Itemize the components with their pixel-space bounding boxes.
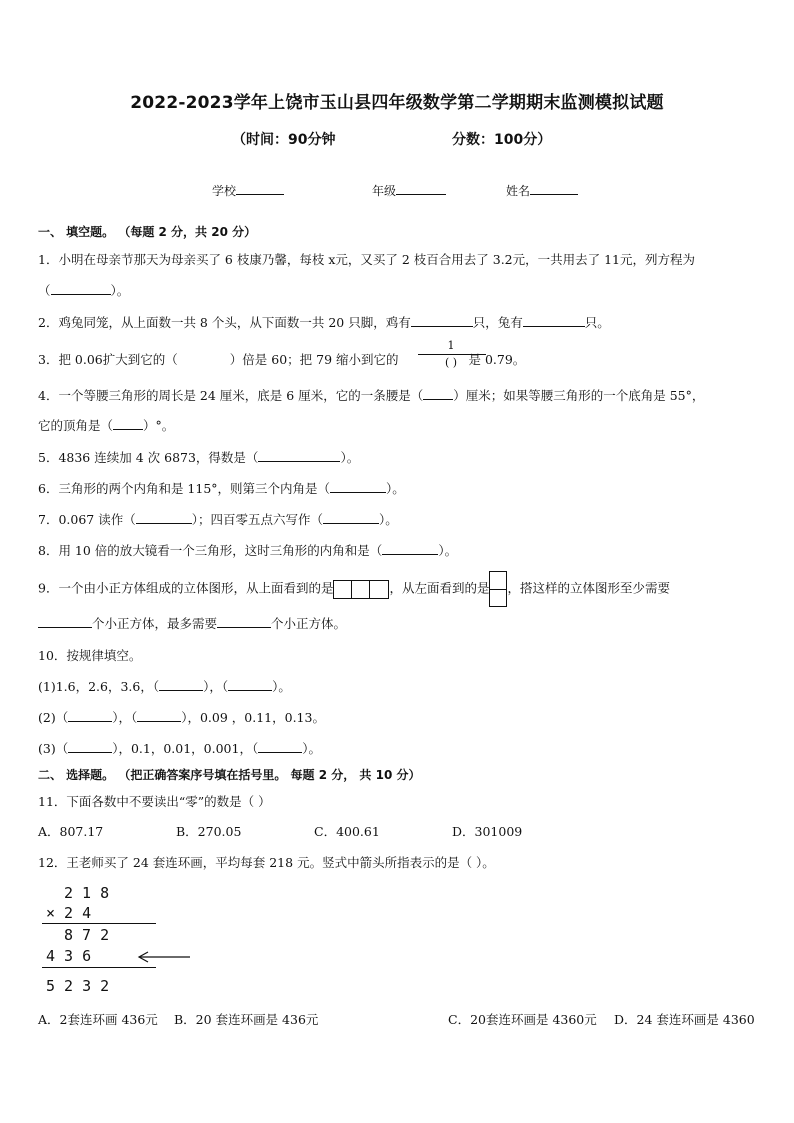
q11-option-d[interactable]: D．301009 bbox=[452, 824, 523, 839]
exam-time: （时间：90分钟 bbox=[232, 132, 336, 148]
name-label: 姓名 bbox=[506, 184, 531, 198]
question-3: 3．把 0.06扩大到它的（ ）倍是 60；把 79 缩小到它的 是 0.79。 bbox=[38, 352, 526, 367]
answer-blank[interactable] bbox=[258, 449, 340, 462]
section2-heading: 二、 选择题。 （把正确答案序号填在括号里。 每题 2 分， 共 10 分） bbox=[38, 768, 421, 782]
name-field bbox=[506, 182, 578, 199]
question-10-part2: (2)（ ），（ ），0.09 ，0.11，0.13。 bbox=[38, 710, 325, 725]
top-view-diagram bbox=[333, 580, 389, 599]
question-2: 2．鸡兔同笼，从上面数一共 8 个头，从下面数一共 20 只脚，鸡有 只，兔有 只。 bbox=[38, 315, 610, 330]
answer-blank[interactable] bbox=[68, 740, 112, 753]
question-12: 12．王老师买了 24 套连环画，平均每套 218 元。竖式中箭头所指表示的是（ ）。 bbox=[38, 855, 495, 870]
answer-blank[interactable] bbox=[136, 511, 192, 524]
answer-blank[interactable] bbox=[228, 678, 272, 691]
q11-option-c[interactable]: C．400.61 bbox=[314, 824, 380, 839]
answer-blank[interactable] bbox=[323, 511, 379, 524]
question-4-line1: 4．一个等腰三角形的周长是 24 厘米，底是 6 厘米，它的一条腰是（ ）厘米；如果等腰三角形的一个底角是 55°， bbox=[38, 388, 705, 403]
question-4-line2: 它的顶角是（ ）°。 bbox=[38, 418, 175, 433]
answer-blank[interactable] bbox=[217, 615, 271, 628]
mult-row-multiplier: × 2 4 bbox=[46, 904, 92, 922]
answer-blank[interactable] bbox=[423, 387, 453, 400]
fraction-denominator[interactable]: ( ) bbox=[444, 356, 458, 369]
question-10-part3: (3)（ ），0.1，0.01，0.001，（ ）。 bbox=[38, 741, 321, 756]
fraction-numerator: 1 bbox=[447, 339, 455, 352]
fraction-bar bbox=[418, 354, 486, 355]
answer-blank[interactable] bbox=[411, 314, 473, 327]
answer-blank[interactable] bbox=[258, 740, 302, 753]
question-1-line1: 1．小明在母亲节那天为母亲买了 6 枝康乃馨，每枝 x元，又买了 2 枝百合用去了 3.2元，一共用去了 11元，列方程为 bbox=[38, 252, 696, 267]
school-field bbox=[212, 182, 284, 199]
exam-score: 分数：100分） bbox=[452, 132, 552, 148]
answer-blank[interactable] bbox=[137, 709, 181, 722]
answer-blank[interactable] bbox=[382, 542, 438, 555]
q12-option-b[interactable]: B．20 套连环画是 436元 bbox=[174, 1012, 319, 1027]
grade-blank[interactable] bbox=[396, 182, 446, 195]
question-6: 6．三角形的两个内角和是 115°，则第三个内角是（ ）。 bbox=[38, 481, 405, 496]
answer-blank[interactable] bbox=[51, 282, 111, 295]
arrow-left-icon bbox=[136, 950, 192, 964]
left-view-diagram bbox=[489, 571, 507, 607]
q11-option-a[interactable]: A．807.17 bbox=[38, 824, 104, 839]
question-10: 10．按规律填空。 bbox=[38, 648, 142, 663]
mult-row-multiplicand: 2 1 8 bbox=[64, 884, 110, 902]
name-blank[interactable] bbox=[530, 182, 578, 195]
q12-option-d[interactable]: D．24 套连环画是 4360 bbox=[614, 1012, 755, 1027]
school-blank[interactable] bbox=[236, 182, 284, 195]
q12-option-a[interactable]: A．2套连环画 436元 bbox=[38, 1012, 158, 1027]
mult-row-partial-2: 4 3 6 bbox=[46, 947, 92, 965]
grade-field bbox=[372, 182, 446, 199]
mult-line bbox=[42, 923, 156, 924]
page-title: 2022-2023学年上饶市玉山县四年级数学第二学期期末监测模拟试题 bbox=[130, 93, 664, 113]
question-8: 8．用 10 倍的放大镜看一个三角形，这时三角形的内角和是（ ）。 bbox=[38, 543, 458, 558]
answer-blank[interactable] bbox=[523, 314, 585, 327]
question-9-line2: 个小正方体，最多需要 个小正方体。 bbox=[38, 614, 346, 632]
answer-blank[interactable] bbox=[38, 615, 92, 628]
mult-line bbox=[42, 967, 156, 968]
section1-heading: 一、 填空题。 （每题 2 分，共 20 分） bbox=[38, 225, 257, 239]
q12-option-c[interactable]: C．20套连环画是 4360元 bbox=[448, 1012, 597, 1027]
grade-label: 年级 bbox=[372, 184, 397, 198]
school-label: 学校 bbox=[212, 184, 237, 198]
question-5: 5．4836 连续加 4 次 6873，得数是（ ）。 bbox=[38, 450, 360, 465]
answer-blank[interactable] bbox=[113, 417, 143, 430]
question-1-line2: （ ）。 bbox=[38, 283, 130, 298]
answer-blank[interactable] bbox=[330, 480, 386, 493]
question-7: 7．0.067 读作（ ）；四百零五点六写作（ ）。 bbox=[38, 512, 398, 527]
mult-row-partial-1: 8 7 2 bbox=[64, 926, 110, 944]
answer-blank[interactable] bbox=[68, 709, 112, 722]
question-10-part1: (1)1.6，2.6，3.6，（ ），（ ）。 bbox=[38, 679, 291, 694]
question-9-line1: 9．一个由小正方体组成的立体图形，从上面看到的是 ，从左面看到的是 ，搭这样的立体图形至少需要 bbox=[38, 571, 670, 607]
mult-row-product: 5 2 3 2 bbox=[46, 977, 110, 995]
answer-blank[interactable] bbox=[159, 678, 203, 691]
q11-option-b[interactable]: B．270.05 bbox=[176, 824, 242, 839]
question-11: 11．下面各数中不要读出“零”的数是（ ） bbox=[38, 794, 271, 809]
